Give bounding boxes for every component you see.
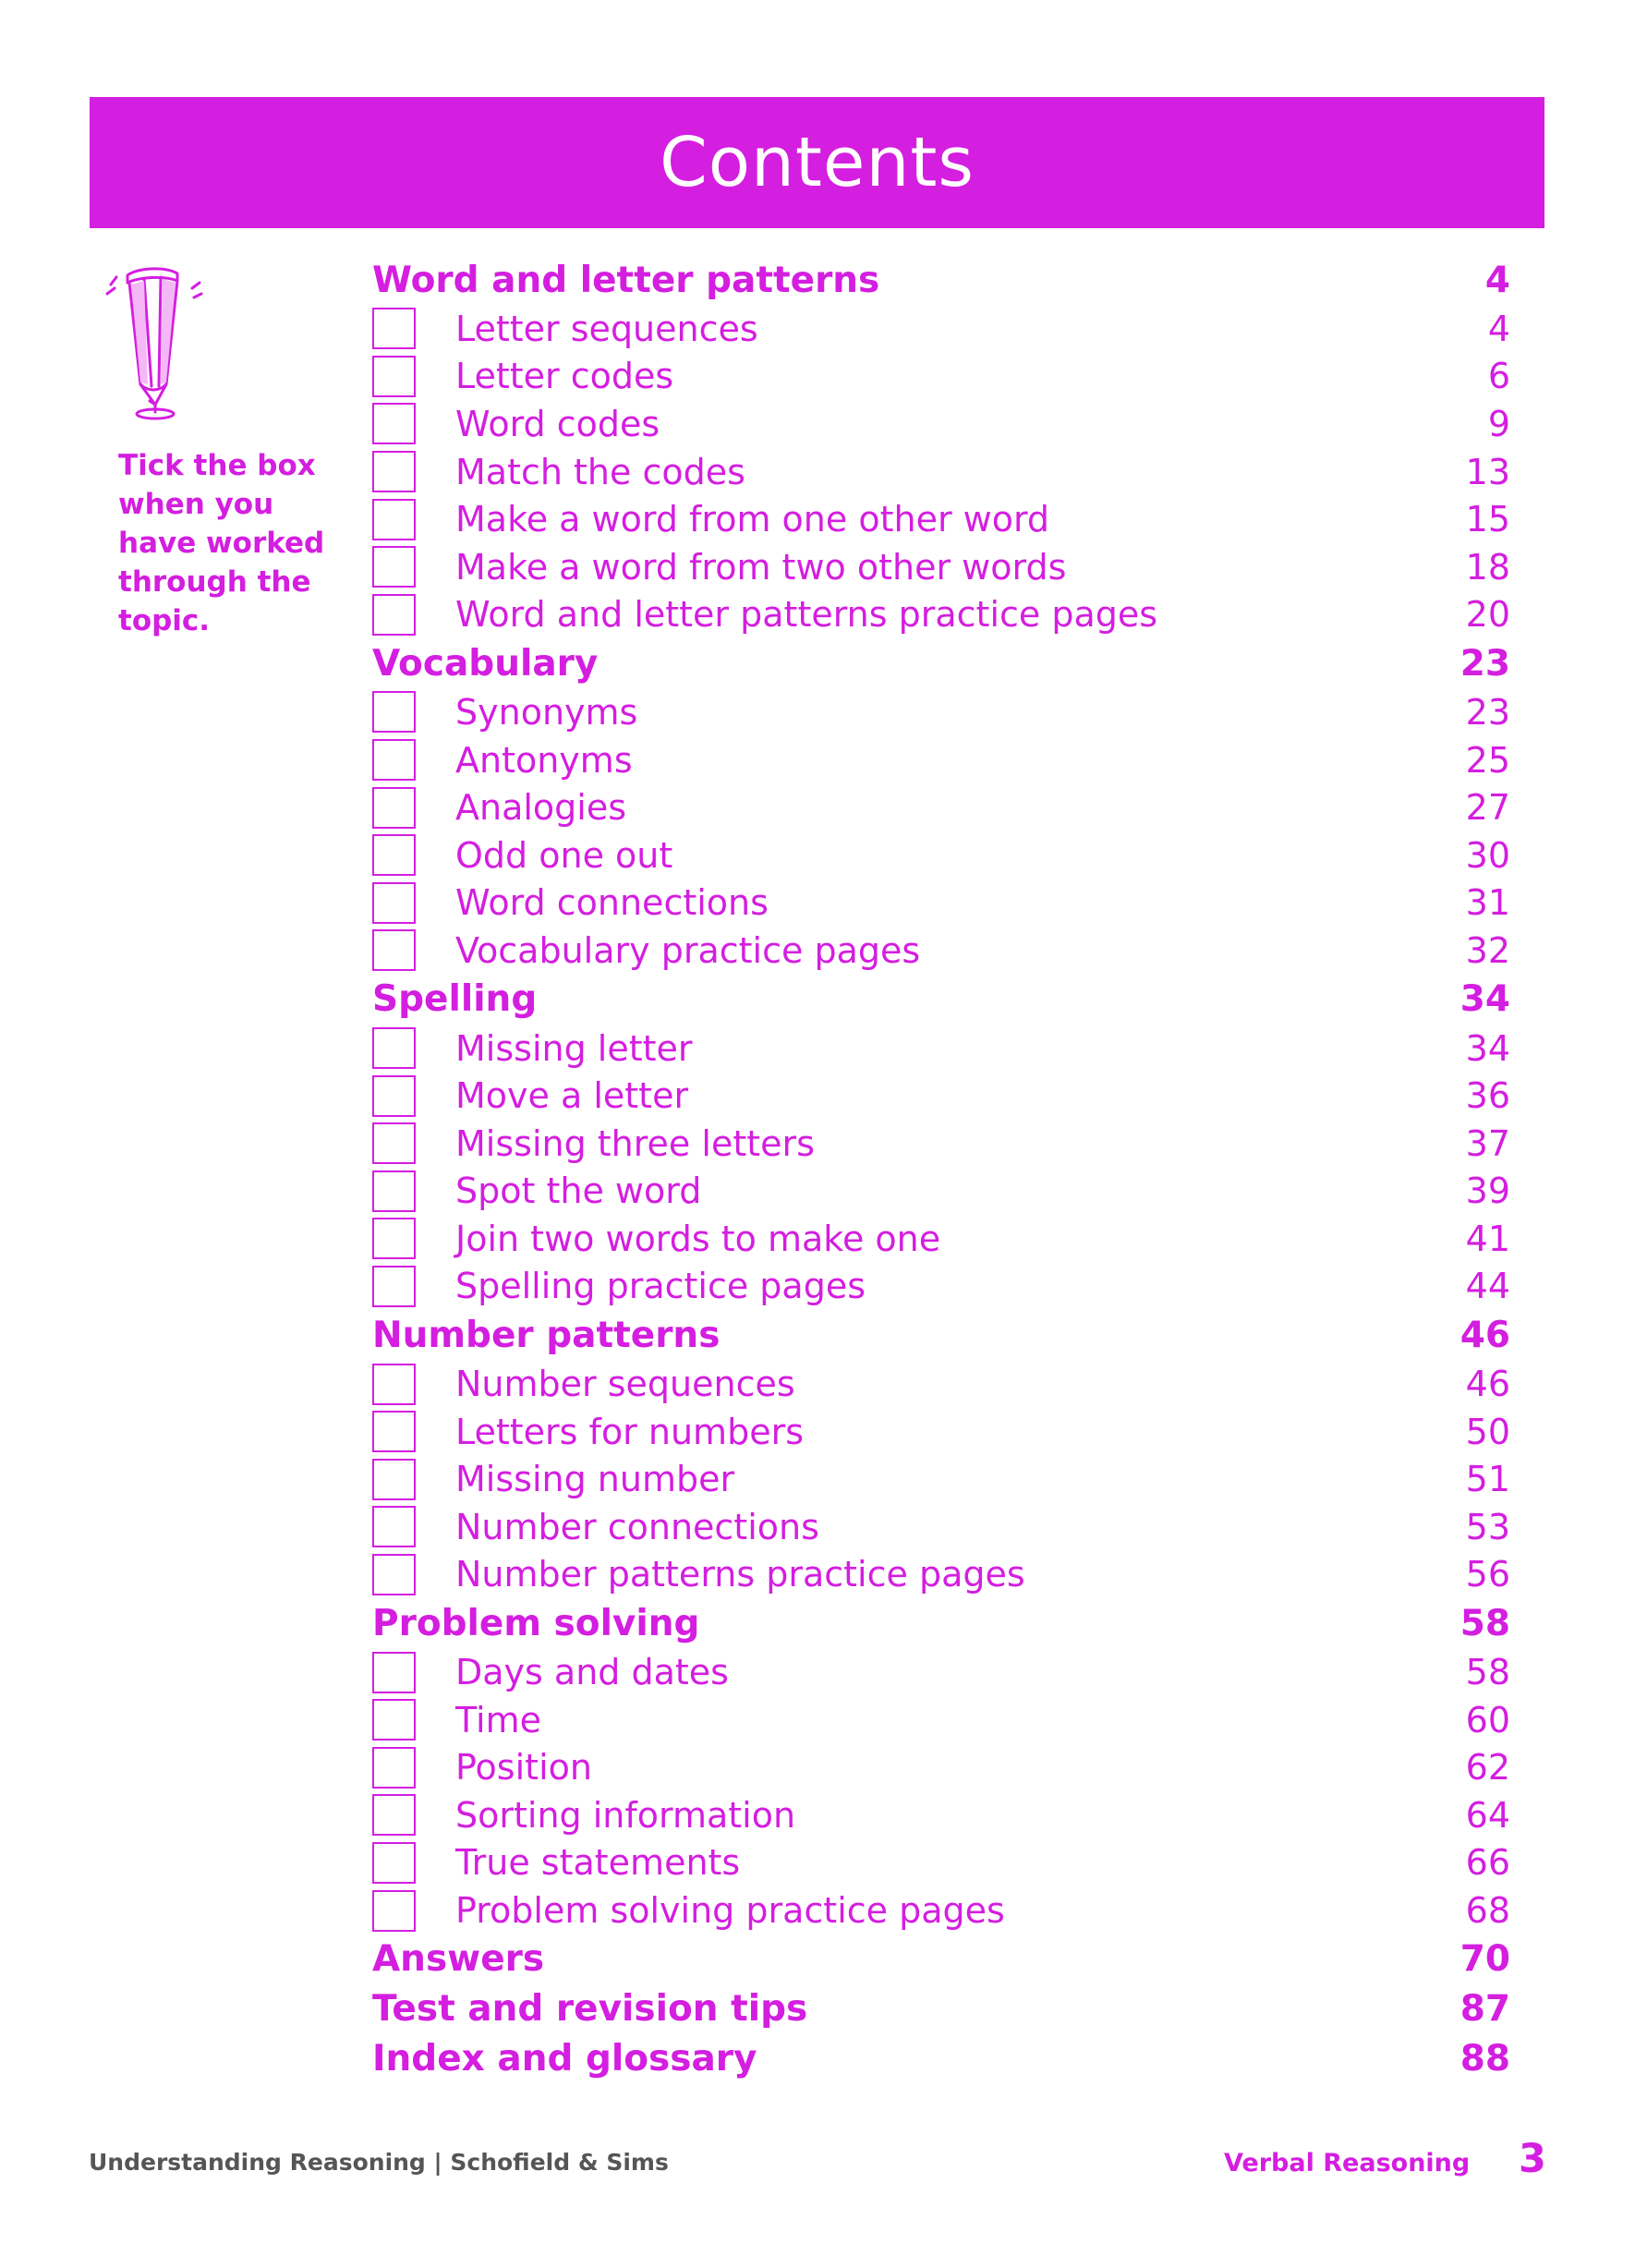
topic-page-number: 64 [1465, 1794, 1510, 1836]
topic-page-number: 50 [1465, 1411, 1510, 1452]
topic-checkbox[interactable] [372, 739, 416, 781]
topic-title: Letter codes [455, 356, 674, 397]
topic-row [372, 1360, 1510, 1408]
topic-title: Vocabulary practice pages [455, 929, 921, 971]
topic-row [372, 688, 1510, 736]
topic-title: Days and dates [455, 1652, 729, 1693]
contents-banner [90, 97, 1544, 228]
topic-row [372, 1791, 1510, 1839]
topic-page-number: 27 [1465, 787, 1510, 829]
pencil-icon [103, 257, 205, 423]
topic-checkbox[interactable] [372, 1842, 416, 1884]
topic-checkbox[interactable] [372, 882, 416, 924]
section-heading [372, 975, 1510, 1025]
topic-page-number: 68 [1465, 1890, 1510, 1932]
topic-page-number: 37 [1465, 1122, 1510, 1164]
topic-title: Synonyms [455, 691, 638, 733]
topic-page-number: 9 [1487, 403, 1510, 444]
topic-checkbox[interactable] [372, 403, 416, 444]
topic-row [372, 1120, 1510, 1168]
section-page-number: 23 [1459, 642, 1510, 685]
topic-row [372, 1743, 1510, 1791]
topic-page-number: 30 [1465, 834, 1510, 876]
table-of-contents [372, 255, 1510, 2084]
topic-row [372, 543, 1510, 591]
topic-checkbox[interactable] [372, 1411, 416, 1452]
topic-page-number: 25 [1465, 739, 1510, 781]
section-heading [372, 1984, 1510, 2034]
topic-page-number: 46 [1465, 1364, 1510, 1405]
topic-row [372, 400, 1510, 448]
topic-checkbox[interactable] [372, 1027, 416, 1069]
topic-checkbox[interactable] [372, 308, 416, 349]
topic-title: Odd one out [455, 834, 673, 876]
topic-checkbox[interactable] [372, 1075, 416, 1117]
topic-row [372, 1168, 1510, 1216]
topic-title: Letters for numbers [455, 1411, 804, 1452]
topic-page-number: 53 [1465, 1506, 1510, 1547]
topic-page-number: 66 [1465, 1842, 1510, 1884]
section-title: Problem solving [372, 1602, 700, 1644]
section-page-number: 58 [1459, 1602, 1510, 1644]
topic-row [372, 448, 1510, 496]
topic-row [372, 1503, 1510, 1551]
topic-checkbox[interactable] [372, 1699, 416, 1740]
footer-subject: Verbal Reasoning [1224, 2149, 1471, 2177]
topic-title: Antonyms [455, 739, 633, 781]
topic-row [372, 1025, 1510, 1073]
topic-row [372, 305, 1510, 353]
topic-page-number: 20 [1465, 594, 1510, 636]
topic-page-number: 62 [1465, 1747, 1510, 1789]
topic-checkbox[interactable] [372, 499, 416, 540]
topic-checkbox[interactable] [372, 1170, 416, 1212]
topic-title: Spot the word [455, 1170, 702, 1212]
topic-checkbox[interactable] [372, 1459, 416, 1500]
topic-checkbox[interactable] [372, 1364, 416, 1405]
topic-checkbox[interactable] [372, 546, 416, 588]
section-heading [372, 1934, 1510, 1984]
topic-row [372, 495, 1510, 543]
topic-checkbox[interactable] [372, 1652, 416, 1693]
topic-title: Missing number [455, 1459, 735, 1500]
topic-row [372, 927, 1510, 975]
section-title: Number patterns [372, 1314, 721, 1356]
topic-checkbox[interactable] [372, 1506, 416, 1547]
topic-checkbox[interactable] [372, 356, 416, 397]
topic-page-number: 56 [1465, 1554, 1510, 1595]
topic-page-number: 6 [1487, 356, 1510, 397]
page-title: Contents [660, 123, 975, 202]
section-heading [372, 255, 1510, 305]
topic-title: Word and letter patterns practice pages [455, 594, 1158, 636]
topic-checkbox[interactable] [372, 929, 416, 971]
topic-title: Move a letter [455, 1075, 689, 1117]
topic-title: True statements [455, 1842, 741, 1884]
topic-title: Join two words to make one [455, 1218, 941, 1259]
topic-page-number: 4 [1487, 308, 1510, 349]
section-title: Test and revision tips [372, 1988, 808, 2031]
topic-page-number: 34 [1465, 1027, 1510, 1069]
topic-checkbox[interactable] [372, 1554, 416, 1595]
section-page-number: 46 [1459, 1314, 1510, 1356]
topic-checkbox[interactable] [372, 1747, 416, 1789]
topic-page-number: 36 [1465, 1075, 1510, 1117]
topic-checkbox[interactable] [372, 1266, 416, 1307]
topic-title: Analogies [455, 787, 627, 829]
topic-row [372, 1263, 1510, 1311]
topic-row [372, 783, 1510, 831]
topic-title: Make a word from two other words [455, 546, 1067, 588]
topic-title: Problem solving practice pages [455, 1890, 1005, 1932]
section-heading [372, 2034, 1510, 2084]
tick-instruction: Tick the box when you have worked through the topic. [118, 449, 325, 637]
section-page-number: 88 [1459, 2038, 1510, 2080]
topic-title: Number connections [455, 1506, 819, 1547]
topic-row [372, 1455, 1510, 1503]
topic-page-number: 60 [1465, 1699, 1510, 1740]
topic-row [372, 831, 1510, 879]
topic-row [372, 1215, 1510, 1263]
section-title: Spelling [372, 978, 538, 1021]
topic-title: Missing letter [455, 1027, 693, 1069]
topic-page-number: 58 [1465, 1652, 1510, 1693]
topic-page-number: 39 [1465, 1170, 1510, 1212]
section-heading [372, 1310, 1510, 1360]
topic-title: Match the codes [455, 451, 745, 492]
topic-title: Missing three letters [455, 1122, 815, 1164]
topic-row [372, 1886, 1510, 1934]
section-page-number: 70 [1459, 1938, 1510, 1981]
topic-page-number: 32 [1465, 929, 1510, 971]
topic-row [372, 1551, 1510, 1599]
topic-checkbox[interactable] [372, 451, 416, 492]
section-heading [372, 638, 1510, 688]
topic-title: Number sequences [455, 1364, 795, 1405]
topic-row [372, 1839, 1510, 1887]
topic-page-number: 51 [1465, 1459, 1510, 1500]
topic-page-number: 31 [1465, 882, 1510, 924]
topic-row [372, 1072, 1510, 1120]
topic-title: Word connections [455, 882, 769, 924]
section-heading [372, 1598, 1510, 1648]
topic-checkbox[interactable] [372, 1890, 416, 1932]
topic-checkbox[interactable] [372, 1122, 416, 1164]
section-title: Vocabulary [372, 642, 599, 685]
topic-row [372, 353, 1510, 401]
footer-publisher: Understanding Reasoning | Schofield & Sims [89, 2149, 669, 2176]
topic-page-number: 18 [1465, 546, 1510, 588]
topic-title: Letter sequences [455, 308, 758, 349]
topic-checkbox[interactable] [372, 1218, 416, 1259]
topic-row [372, 879, 1510, 928]
topic-row [372, 1648, 1510, 1696]
topic-checkbox[interactable] [372, 787, 416, 829]
topic-row [372, 1408, 1510, 1456]
topic-title: Make a word from one other word [455, 499, 1050, 540]
topic-page-number: 44 [1465, 1266, 1510, 1307]
topic-page-number: 41 [1465, 1218, 1510, 1259]
topic-row [372, 591, 1510, 639]
topic-title: Number patterns practice pages [455, 1554, 1025, 1595]
topic-row [372, 1696, 1510, 1744]
topic-checkbox[interactable] [372, 594, 416, 636]
footer-page-number: 3 [1519, 2136, 1546, 2182]
topic-page-number: 13 [1465, 451, 1510, 492]
topic-checkbox[interactable] [372, 834, 416, 876]
topic-title: Sorting information [455, 1794, 796, 1836]
topic-page-number: 15 [1465, 499, 1510, 540]
section-page-number: 34 [1459, 978, 1510, 1021]
section-title: Word and letter patterns [372, 259, 880, 301]
topic-row [372, 736, 1510, 784]
topic-checkbox[interactable] [372, 691, 416, 733]
topic-title: Word codes [455, 403, 660, 444]
section-title: Index and glossary [372, 2038, 757, 2080]
section-page-number: 4 [1484, 259, 1510, 301]
section-title: Answers [372, 1938, 545, 1981]
section-page-number: 87 [1459, 1988, 1510, 2031]
topic-title: Time [455, 1699, 541, 1740]
topic-checkbox[interactable] [372, 1794, 416, 1836]
topic-title: Position [455, 1747, 592, 1789]
topic-title: Spelling practice pages [455, 1266, 866, 1307]
topic-page-number: 23 [1465, 691, 1510, 733]
